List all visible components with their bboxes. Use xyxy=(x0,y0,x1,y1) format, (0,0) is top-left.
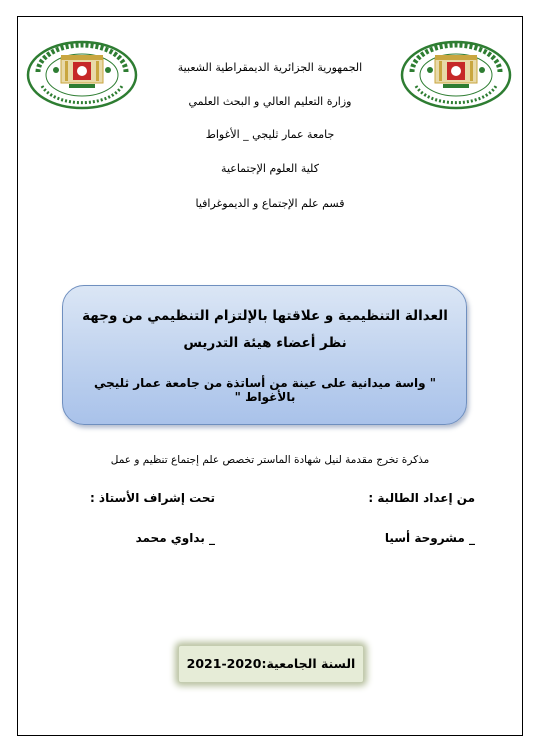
thesis-title: العدالة التنظيمية و علاقتها بالإلتزام التنظيمي من وجهة نظر أعضاء هيئة التدريس xyxy=(82,308,448,351)
header-university: جامعة عمار ثليجي _ الأغواط xyxy=(205,128,335,141)
header-faculty: كلية العلوم الإجتماعية xyxy=(221,162,319,175)
header-department: قسم علم الإجتماع و الديموغرافيا xyxy=(195,197,345,210)
student-label: من إعداد الطالبة : xyxy=(368,491,475,505)
supervisor-name: _ بداوي محمد xyxy=(135,531,215,545)
header-ministry: وزارة التعليم العالي و البحث العلمي xyxy=(188,95,352,108)
header-republic: الجمهورية الجزائرية الديمقراطية الشعبية xyxy=(177,61,363,74)
memo-description: مذكرة تخرج مقدمة لنيل شهادة الماستر تخصص علم إجتماع تنظيم و عمل xyxy=(110,454,430,466)
university-logo-right xyxy=(400,40,512,110)
supervisor-label: تحت إشراف الأستاذ : xyxy=(89,491,215,505)
university-logo-left xyxy=(26,40,138,110)
academic-year-box: السنة الجامعية:2020-2021 xyxy=(178,645,364,683)
thesis-subtitle: " واسة ميدانية على عينة من أساتذة من جامعة عمار ثليجي بالأغواط " xyxy=(93,376,437,404)
student-name: _ مشروحة أسيا xyxy=(384,531,475,545)
